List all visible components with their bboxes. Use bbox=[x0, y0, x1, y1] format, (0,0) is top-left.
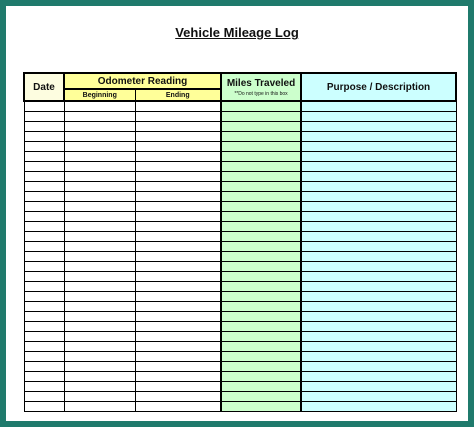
beginning-cell[interactable] bbox=[64, 352, 135, 362]
beginning-cell[interactable] bbox=[64, 292, 135, 302]
purpose-cell[interactable] bbox=[301, 162, 456, 172]
header-miles-traveled bbox=[221, 73, 301, 101]
header-date: Date bbox=[24, 73, 64, 101]
beginning-cell[interactable] bbox=[64, 402, 135, 412]
ending-cell[interactable] bbox=[135, 342, 221, 352]
header-miles-note: **Do not type in this box bbox=[234, 90, 288, 97]
miles-cell[interactable] bbox=[221, 262, 301, 272]
ending-cell[interactable] bbox=[135, 142, 221, 152]
purpose-cell[interactable] bbox=[301, 282, 456, 292]
date-cell[interactable] bbox=[24, 262, 64, 272]
table-row bbox=[24, 322, 456, 332]
table-row bbox=[24, 162, 456, 172]
date-cell[interactable] bbox=[24, 152, 64, 162]
ending-cell[interactable] bbox=[135, 292, 221, 302]
table-row bbox=[24, 222, 456, 232]
miles-cell[interactable] bbox=[221, 212, 301, 222]
beginning-cell[interactable] bbox=[64, 202, 135, 212]
miles-cell[interactable] bbox=[221, 101, 301, 112]
date-cell[interactable] bbox=[24, 142, 64, 152]
purpose-cell[interactable] bbox=[301, 342, 456, 352]
miles-cell[interactable] bbox=[221, 202, 301, 212]
miles-cell[interactable] bbox=[221, 282, 301, 292]
purpose-cell[interactable] bbox=[301, 302, 456, 312]
purpose-cell[interactable] bbox=[301, 362, 456, 372]
ending-cell[interactable] bbox=[135, 232, 221, 242]
purpose-cell[interactable] bbox=[301, 202, 456, 212]
ending-cell[interactable] bbox=[135, 312, 221, 322]
ending-cell[interactable] bbox=[135, 172, 221, 182]
date-cell[interactable] bbox=[24, 182, 64, 192]
purpose-cell[interactable] bbox=[301, 142, 456, 152]
ending-cell[interactable] bbox=[135, 332, 221, 342]
purpose-cell[interactable] bbox=[301, 372, 456, 382]
beginning-cell[interactable] bbox=[64, 302, 135, 312]
header-beginning: Beginning bbox=[64, 89, 135, 101]
ending-cell[interactable] bbox=[135, 212, 221, 222]
ending-cell[interactable] bbox=[135, 382, 221, 392]
ending-cell[interactable] bbox=[135, 262, 221, 272]
page-title-text: Vehicle Mileage Log bbox=[175, 25, 299, 40]
date-cell[interactable] bbox=[24, 172, 64, 182]
purpose-cell[interactable] bbox=[301, 352, 456, 362]
ending-cell[interactable] bbox=[135, 152, 221, 162]
beginning-cell[interactable] bbox=[64, 392, 135, 402]
miles-cell[interactable] bbox=[221, 242, 301, 252]
table-row bbox=[24, 402, 456, 412]
table-row bbox=[24, 292, 456, 302]
date-cell[interactable] bbox=[24, 252, 64, 262]
miles-cell[interactable] bbox=[221, 312, 301, 322]
table-row bbox=[24, 342, 456, 352]
date-cell[interactable] bbox=[24, 392, 64, 402]
date-cell[interactable] bbox=[24, 342, 64, 352]
miles-cell[interactable] bbox=[221, 342, 301, 352]
miles-cell[interactable] bbox=[221, 222, 301, 232]
purpose-cell[interactable] bbox=[301, 132, 456, 142]
date-cell[interactable] bbox=[24, 202, 64, 212]
table-row bbox=[24, 312, 456, 322]
beginning-cell[interactable] bbox=[64, 212, 135, 222]
ending-cell[interactable] bbox=[135, 322, 221, 332]
table-row bbox=[24, 142, 456, 152]
miles-cell[interactable] bbox=[221, 142, 301, 152]
ending-cell[interactable] bbox=[135, 352, 221, 362]
ending-cell[interactable] bbox=[135, 242, 221, 252]
table-row bbox=[24, 352, 456, 362]
date-cell[interactable] bbox=[24, 101, 64, 112]
date-cell[interactable] bbox=[24, 332, 64, 342]
date-cell[interactable] bbox=[24, 232, 64, 242]
table-row bbox=[24, 192, 456, 202]
purpose-cell[interactable] bbox=[301, 212, 456, 222]
beginning-cell[interactable] bbox=[64, 132, 135, 142]
purpose-cell[interactable] bbox=[301, 272, 456, 282]
date-cell[interactable] bbox=[24, 132, 64, 142]
purpose-cell[interactable] bbox=[301, 222, 456, 232]
purpose-cell[interactable] bbox=[301, 182, 456, 192]
ending-cell[interactable] bbox=[135, 122, 221, 132]
purpose-cell[interactable] bbox=[301, 101, 456, 112]
miles-cell[interactable] bbox=[221, 352, 301, 362]
miles-cell[interactable] bbox=[221, 232, 301, 242]
ending-cell[interactable] bbox=[135, 392, 221, 402]
purpose-cell[interactable] bbox=[301, 122, 456, 132]
purpose-cell[interactable] bbox=[301, 262, 456, 272]
ending-cell[interactable] bbox=[135, 252, 221, 262]
purpose-cell[interactable] bbox=[301, 172, 456, 182]
beginning-cell[interactable] bbox=[64, 142, 135, 152]
table-row bbox=[24, 262, 456, 272]
table-row bbox=[24, 362, 456, 372]
header-miles-label: Miles Traveled bbox=[226, 77, 296, 89]
table-row bbox=[24, 372, 456, 382]
date-cell[interactable] bbox=[24, 222, 64, 232]
purpose-cell[interactable] bbox=[301, 392, 456, 402]
header-odometer-reading: Odometer Reading bbox=[64, 73, 221, 89]
table-row bbox=[24, 101, 456, 112]
miles-cell[interactable] bbox=[221, 162, 301, 172]
beginning-cell[interactable] bbox=[64, 182, 135, 192]
beginning-cell[interactable] bbox=[64, 322, 135, 332]
ending-cell[interactable] bbox=[135, 402, 221, 412]
miles-cell[interactable] bbox=[221, 152, 301, 162]
date-cell[interactable] bbox=[24, 372, 64, 382]
date-cell[interactable] bbox=[24, 192, 64, 202]
date-cell[interactable] bbox=[24, 312, 64, 322]
table-row bbox=[24, 272, 456, 282]
purpose-cell[interactable] bbox=[301, 112, 456, 122]
ending-cell[interactable] bbox=[135, 192, 221, 202]
page-title bbox=[6, 25, 468, 40]
table-row bbox=[24, 392, 456, 402]
beginning-cell[interactable] bbox=[64, 282, 135, 292]
ending-cell[interactable] bbox=[135, 282, 221, 292]
miles-cell[interactable] bbox=[221, 252, 301, 262]
miles-cell[interactable] bbox=[221, 382, 301, 392]
beginning-cell[interactable] bbox=[64, 242, 135, 252]
table-row bbox=[24, 282, 456, 292]
beginning-cell[interactable] bbox=[64, 122, 135, 132]
miles-cell[interactable] bbox=[221, 122, 301, 132]
ending-cell[interactable] bbox=[135, 362, 221, 372]
purpose-cell[interactable] bbox=[301, 332, 456, 342]
date-cell[interactable] bbox=[24, 402, 64, 412]
date-cell[interactable] bbox=[24, 292, 64, 302]
mileage-log-table bbox=[23, 72, 457, 412]
beginning-cell[interactable] bbox=[64, 382, 135, 392]
date-cell[interactable] bbox=[24, 272, 64, 282]
date-cell[interactable] bbox=[24, 322, 64, 332]
beginning-cell[interactable] bbox=[64, 262, 135, 272]
date-cell[interactable] bbox=[24, 282, 64, 292]
miles-cell[interactable] bbox=[221, 182, 301, 192]
miles-cell[interactable] bbox=[221, 132, 301, 142]
purpose-cell[interactable] bbox=[301, 252, 456, 262]
table-row bbox=[24, 182, 456, 192]
miles-cell[interactable] bbox=[221, 372, 301, 382]
beginning-cell[interactable] bbox=[64, 192, 135, 202]
table-row bbox=[24, 212, 456, 222]
miles-cell[interactable] bbox=[221, 172, 301, 182]
miles-cell[interactable] bbox=[221, 112, 301, 122]
miles-cell[interactable] bbox=[221, 392, 301, 402]
beginning-cell[interactable] bbox=[64, 272, 135, 282]
ending-cell[interactable] bbox=[135, 272, 221, 282]
beginning-cell[interactable] bbox=[64, 362, 135, 372]
beginning-cell[interactable] bbox=[64, 312, 135, 322]
purpose-cell[interactable] bbox=[301, 192, 456, 202]
beginning-cell[interactable] bbox=[64, 252, 135, 262]
table-row bbox=[24, 122, 456, 132]
table-row bbox=[24, 242, 456, 252]
ending-cell[interactable] bbox=[135, 112, 221, 122]
miles-cell[interactable] bbox=[221, 402, 301, 412]
miles-cell[interactable] bbox=[221, 272, 301, 282]
miles-cell[interactable] bbox=[221, 362, 301, 372]
ending-cell[interactable] bbox=[135, 202, 221, 212]
table-row bbox=[24, 332, 456, 342]
table-row bbox=[24, 152, 456, 162]
beginning-cell[interactable] bbox=[64, 332, 135, 342]
beginning-cell[interactable] bbox=[64, 342, 135, 352]
table-row bbox=[24, 232, 456, 242]
beginning-cell[interactable] bbox=[64, 152, 135, 162]
ending-cell[interactable] bbox=[135, 372, 221, 382]
beginning-cell[interactable] bbox=[64, 372, 135, 382]
purpose-cell[interactable] bbox=[301, 242, 456, 252]
beginning-cell[interactable] bbox=[64, 101, 135, 112]
table-row bbox=[24, 202, 456, 212]
ending-cell[interactable] bbox=[135, 182, 221, 192]
date-cell[interactable] bbox=[24, 302, 64, 312]
date-cell[interactable] bbox=[24, 242, 64, 252]
table-row bbox=[24, 302, 456, 312]
purpose-cell[interactable] bbox=[301, 312, 456, 322]
table-row bbox=[24, 132, 456, 142]
date-cell[interactable] bbox=[24, 112, 64, 122]
beginning-cell[interactable] bbox=[64, 232, 135, 242]
ending-cell[interactable] bbox=[135, 222, 221, 232]
table-row bbox=[24, 252, 456, 262]
purpose-cell[interactable] bbox=[301, 402, 456, 412]
purpose-cell[interactable] bbox=[301, 152, 456, 162]
header-purpose-description: Purpose / Description bbox=[301, 73, 456, 101]
date-cell[interactable] bbox=[24, 352, 64, 362]
miles-cell[interactable] bbox=[221, 302, 301, 312]
table-row bbox=[24, 382, 456, 392]
miles-cell[interactable] bbox=[221, 332, 301, 342]
miles-cell[interactable] bbox=[221, 292, 301, 302]
ending-cell[interactable] bbox=[135, 101, 221, 112]
ending-cell[interactable] bbox=[135, 302, 221, 312]
beginning-cell[interactable] bbox=[64, 112, 135, 122]
date-cell[interactable] bbox=[24, 382, 64, 392]
purpose-cell[interactable] bbox=[301, 382, 456, 392]
date-cell[interactable] bbox=[24, 162, 64, 172]
date-cell[interactable] bbox=[24, 122, 64, 132]
date-cell[interactable] bbox=[24, 362, 64, 372]
purpose-cell[interactable] bbox=[301, 292, 456, 302]
miles-cell[interactable] bbox=[221, 322, 301, 332]
beginning-cell[interactable] bbox=[64, 172, 135, 182]
ending-cell[interactable] bbox=[135, 162, 221, 172]
date-cell[interactable] bbox=[24, 212, 64, 222]
purpose-cell[interactable] bbox=[301, 322, 456, 332]
log-body bbox=[24, 101, 456, 412]
table-row bbox=[24, 172, 456, 182]
ending-cell[interactable] bbox=[135, 132, 221, 142]
beginning-cell[interactable] bbox=[64, 162, 135, 172]
table-row bbox=[24, 112, 456, 122]
miles-cell[interactable] bbox=[221, 192, 301, 202]
beginning-cell[interactable] bbox=[64, 222, 135, 232]
header-ending: Ending bbox=[135, 89, 221, 101]
purpose-cell[interactable] bbox=[301, 232, 456, 242]
